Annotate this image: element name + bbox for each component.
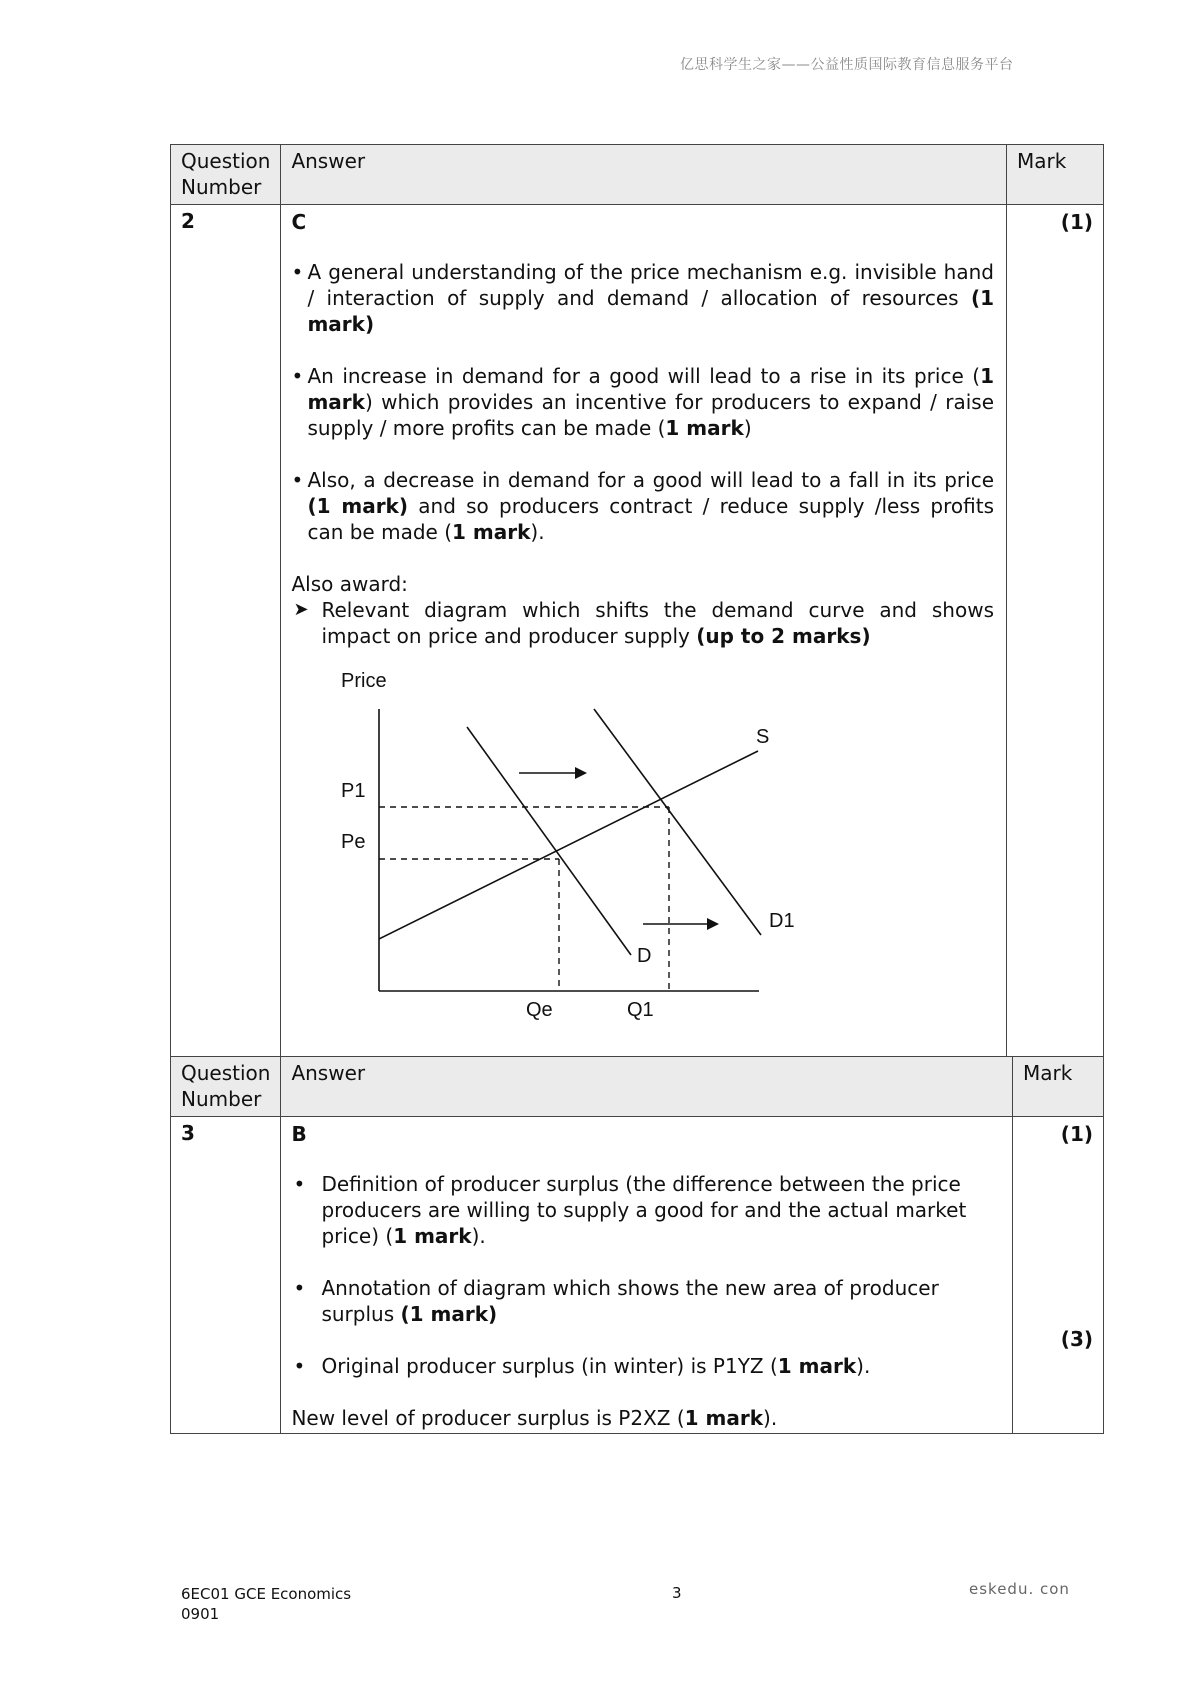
mark-value: (1) xyxy=(1060,1122,1093,1146)
new-demand-curve xyxy=(594,709,761,935)
table-row xyxy=(171,205,1104,1063)
qe-label: Qe xyxy=(526,999,554,1021)
page-number: 3 xyxy=(672,1584,682,1602)
demand-curve xyxy=(467,727,631,955)
answer-cell xyxy=(281,1117,1013,1434)
list-item: • Definition of producer surplus (the difference between the price producers are willing to supply a good for and the actual market price) (1 mark). xyxy=(291,1171,972,1249)
table-row xyxy=(171,1117,1104,1434)
mark-cell xyxy=(1013,1117,1104,1434)
mark-header: Mark xyxy=(1013,1057,1104,1117)
p1-label: P1 xyxy=(341,780,366,802)
mark-cell xyxy=(1007,205,1104,1063)
question-number-cell xyxy=(171,205,281,1063)
also-award-label: Also award: xyxy=(291,572,408,596)
list-item: • Also, a decrease in demand for a good will lead to a fall in its price (1 mark) and so producers contract / reduce supply /less profits can be made (1 mark). xyxy=(291,467,994,545)
question-number-header: Question Number xyxy=(171,145,281,205)
answer-header: Answer xyxy=(281,145,1007,205)
shift-arrow-bottom-head xyxy=(707,918,719,930)
footer-course: 6EC01 GCE Economics 0901 xyxy=(181,1585,352,1623)
table-header-row xyxy=(171,1057,1104,1117)
question-number-header: Question Number xyxy=(171,1057,281,1117)
answer-letter: B xyxy=(291,1122,307,1146)
supply-curve xyxy=(379,751,758,939)
list-item: • Original producer surplus (in winter) is P1YZ (1 mark). xyxy=(291,1353,972,1379)
question-number: 3 xyxy=(181,1121,195,1145)
footer-site: eskedu. con xyxy=(969,1580,1070,1598)
pe-label: Pe xyxy=(341,831,366,853)
price-axis-label: Price xyxy=(341,670,388,692)
mark-value: (1) xyxy=(1060,210,1093,234)
demand-curve-label: D xyxy=(637,945,652,967)
diagram-svg xyxy=(291,661,851,1061)
mark-scheme-table-q2 xyxy=(170,144,1104,1063)
mark-value-total: (3) xyxy=(1060,1327,1093,1351)
new-demand-curve-label: D1 xyxy=(769,910,796,932)
list-item: ➤ Relevant diagram which shifts the demand curve and shows impact on price and producer supply (up to 2 marks) xyxy=(293,598,994,648)
q1-label: Q1 xyxy=(627,999,655,1021)
question-number: 2 xyxy=(181,209,195,233)
answer-bullets xyxy=(291,259,994,545)
list-item: • An increase in demand for a good will lead to a rise in its price (1 mark) which provides an incentive for producers to expand / raise supply / more profits can be made (1 mark) xyxy=(291,363,994,441)
list-item: • A general understanding of the price mechanism e.g. invisible hand / interaction of supply and demand / allocation of resources (1 mark) xyxy=(291,259,994,337)
arrow-bullet-icon: ➤ xyxy=(293,599,309,620)
shift-arrow-top-head xyxy=(575,767,587,779)
answer-cell xyxy=(281,205,1007,1063)
question-number-cell xyxy=(171,1117,281,1434)
list-item: • Annotation of diagram which shows the new area of producer surplus (1 mark) xyxy=(291,1275,972,1327)
answer-letter: C xyxy=(291,210,307,234)
answer-header: Answer xyxy=(281,1057,1013,1117)
mark-header: Mark xyxy=(1007,145,1104,205)
last-line: New level of producer surplus is P2XZ (1 mark). xyxy=(291,1406,778,1430)
header-watermark: 亿思科学生之家——公益性质国际教育信息服务平台 xyxy=(680,57,1014,73)
supply-demand-diagram xyxy=(291,661,851,1061)
table-header-row xyxy=(171,145,1104,205)
supply-curve-label: S xyxy=(756,726,770,748)
answer-bullets xyxy=(291,1171,972,1379)
mark-scheme-table-q3 xyxy=(170,1056,1104,1434)
